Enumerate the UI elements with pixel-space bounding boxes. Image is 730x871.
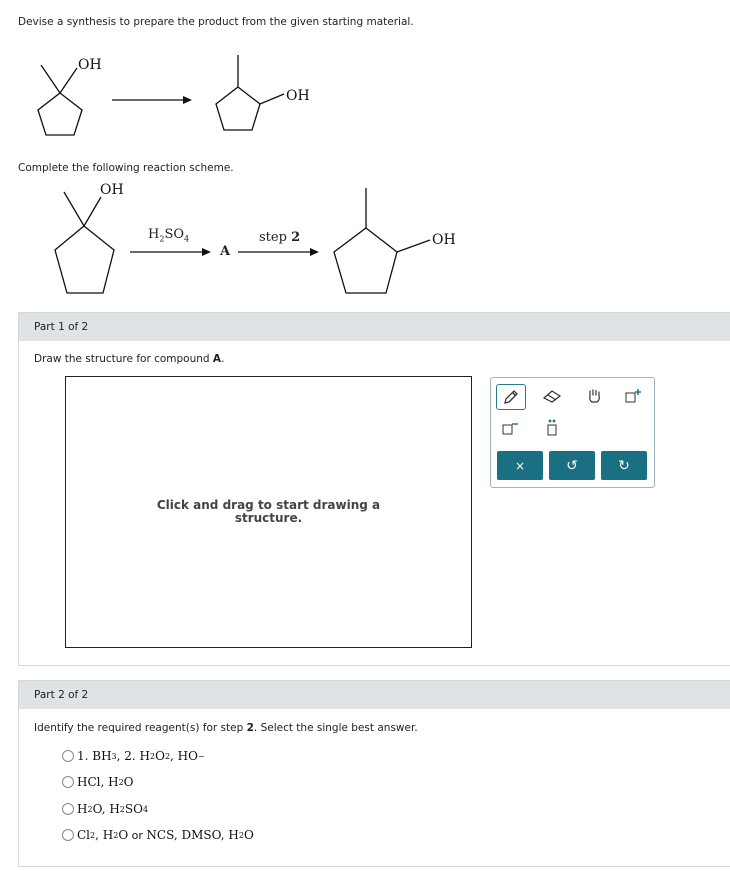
question-prompt: Devise a synthesis to prepare the product from the given starting material. xyxy=(18,16,414,28)
part1-instruction: Draw the structure for compound A. xyxy=(34,353,225,365)
top-product-oh: OH xyxy=(286,88,310,104)
product-ring xyxy=(216,87,260,130)
top-start-oh: OH xyxy=(78,57,102,73)
answer-option-2[interactable]: HCl, H 2 O xyxy=(62,775,134,789)
charge-plus-tool[interactable] xyxy=(619,384,647,408)
lone-pair-tool[interactable] xyxy=(538,416,566,440)
eraser-icon xyxy=(541,388,563,404)
answer-option-4[interactable]: Cl 2 , H 2 O or NCS, DMSO, H 2 O xyxy=(62,828,254,842)
radio-button[interactable] xyxy=(62,803,74,815)
start-ring xyxy=(38,93,82,135)
radio-button[interactable] xyxy=(62,776,74,788)
intermediate-a: A xyxy=(220,244,231,259)
main-start-ring xyxy=(55,226,114,293)
drawing-toolbox xyxy=(490,377,655,488)
part1-header: Part 1 of 2 xyxy=(19,313,730,341)
main-product-oh: OH xyxy=(432,232,456,248)
drawing-canvas[interactable] xyxy=(65,376,472,648)
radio-button[interactable] xyxy=(62,829,74,841)
answer-option-3[interactable]: H 2 O, H 2 SO 4 xyxy=(62,802,148,816)
charge-minus-tool[interactable] xyxy=(496,416,524,440)
main-product-ring xyxy=(334,228,397,293)
scheme-instruction: Complete the following reaction scheme. xyxy=(18,162,234,174)
hand-tool[interactable] xyxy=(580,384,608,408)
main-start-oh: OH xyxy=(100,182,124,198)
radio-button[interactable] xyxy=(62,750,74,762)
lone-pair-icon xyxy=(543,418,561,438)
reagent-h2so4: $H_2SO_4$ xyxy=(148,227,190,244)
charge-plus-icon xyxy=(623,387,643,405)
undo-button[interactable]: ↺ xyxy=(549,451,595,480)
pencil-icon xyxy=(502,388,520,406)
canvas-hint: Click and drag to start drawing a structure. xyxy=(156,498,381,525)
part2-header: Part 2 of 2 xyxy=(19,681,730,709)
answer-option-1[interactable]: 1. BH 3 , 2. H 2 O 2 , HO − xyxy=(62,749,205,763)
part2-instruction: Identify the required reagent(s) for step 2. Select the single best answer. xyxy=(34,722,418,734)
main-scheme xyxy=(0,180,470,300)
hand-icon xyxy=(585,387,603,405)
pencil-tool[interactable] xyxy=(496,384,526,410)
redo-button[interactable]: ↻ xyxy=(601,451,647,480)
charge-minus-icon xyxy=(500,419,520,437)
step2-label: step 2 xyxy=(259,230,301,245)
eraser-tool[interactable] xyxy=(538,384,566,408)
clear-button[interactable]: × xyxy=(497,451,543,480)
